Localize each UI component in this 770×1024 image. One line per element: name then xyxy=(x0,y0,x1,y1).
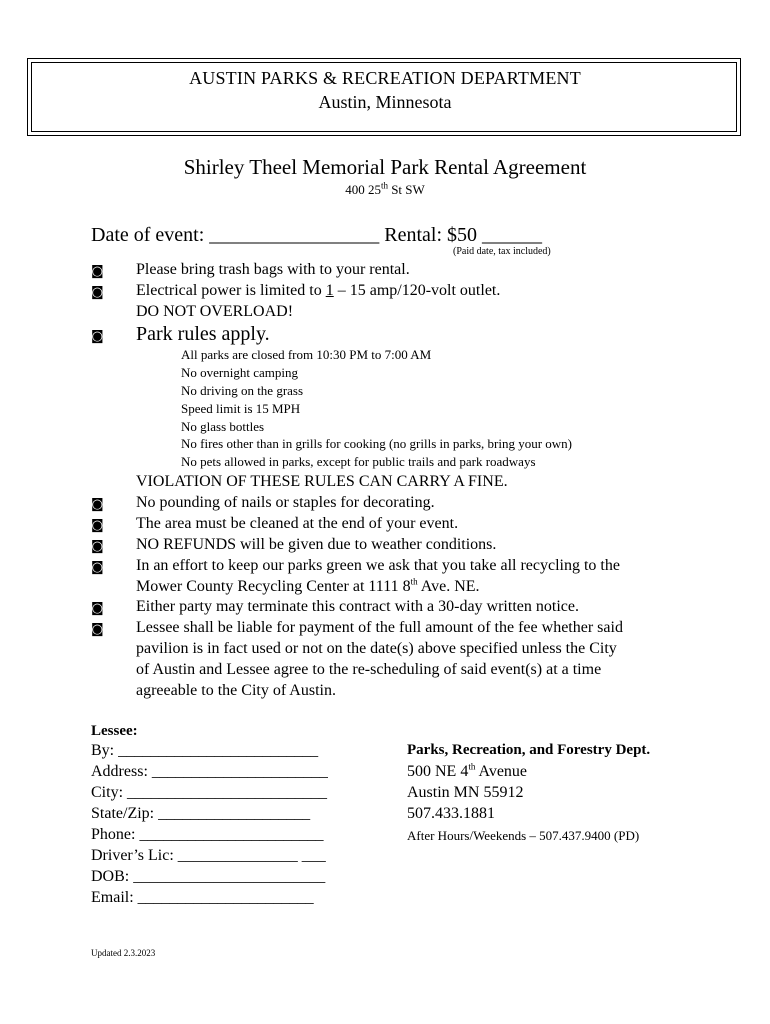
rule-item: No glass bottles xyxy=(181,419,265,434)
page-title: Shirley Theel Memorial Park Rental Agreement xyxy=(183,155,587,179)
item-nails: No pounding of nails or staples for decorating. xyxy=(136,494,435,511)
rule-item: No fires other than in grills for cooking (no grills in parks, bring your own) xyxy=(181,436,573,451)
dept-phone: 507.433.1881 xyxy=(407,805,495,822)
item-liable-cont: pavilion is in fact used or not on the date(s) above specified unless the City xyxy=(136,640,617,657)
lessee-by-field[interactable]: By: _________________________ xyxy=(91,742,319,759)
department-city: Austin, Minnesota xyxy=(318,92,452,112)
park-address: 400 25th St SW xyxy=(345,180,425,197)
dept-after-hours: After Hours/Weekends – 507.437.9400 (PD) xyxy=(407,828,640,843)
rule-item: No pets allowed in parks, except for public trails and park roadways xyxy=(181,454,536,469)
lessee-city-field[interactable]: City: _________________________ xyxy=(91,784,328,801)
item-overload: DO NOT OVERLOAD! xyxy=(136,303,294,320)
lessee-license-field[interactable]: Driver’s Lic: _______________ ___ xyxy=(91,847,326,864)
item-liable: Lessee shall be liable for payment of the full amount of the fee whether said xyxy=(136,619,623,636)
item-power: Electrical power is limited to 1 – 15 amp/120-volt outlet. xyxy=(136,282,501,299)
lessee-email-field[interactable]: Email: ______________________ xyxy=(91,889,314,906)
item-liable-cont: agreeable to the City of Austin. xyxy=(136,682,336,699)
item-terminate: Either party may terminate this contract with a 30-day written notice. xyxy=(136,598,579,615)
item-refunds: NO REFUNDS will be given due to weather conditions. xyxy=(136,536,497,553)
rule-item: All parks are closed from 10:30 PM to 7:00 AM xyxy=(181,347,432,362)
date-rental-line[interactable]: Date of event: _________________ Rental: $50 ______ xyxy=(91,224,543,246)
lessee-address-field[interactable]: Address: ______________________ xyxy=(91,763,328,780)
paid-note: (Paid date, tax included) xyxy=(453,246,551,257)
dept-name: Parks, Recreation, and Forestry Dept. xyxy=(407,742,651,758)
bullet-icon xyxy=(91,284,107,300)
bullet-icon xyxy=(91,621,107,637)
dept-citystate: Austin MN 55912 xyxy=(407,784,524,801)
item-clean: The area must be cleaned at the end of your event. xyxy=(136,515,459,532)
rule-item: No overnight camping xyxy=(181,365,298,380)
item-recycle: In an effort to keep our parks green we ask that you take all recycling to the xyxy=(136,557,620,574)
bullet-icon xyxy=(91,263,107,279)
department-name: AUSTIN PARKS & RECREATION DEPARTMENT xyxy=(189,68,581,88)
bullet-icon xyxy=(91,517,107,533)
updated-date: Updated 2.3.2023 xyxy=(91,948,156,958)
item-park-rules: Park rules apply. xyxy=(136,323,270,345)
bullet-icon xyxy=(91,559,107,575)
lessee-dob-field[interactable]: DOB: ________________________ xyxy=(91,868,326,885)
bullet-icon xyxy=(91,328,107,344)
bullet-icon xyxy=(91,538,107,554)
rule-item: No driving on the grass xyxy=(181,383,304,398)
lessee-statezip-field[interactable]: State/Zip: ___________________ xyxy=(91,805,311,822)
rule-item: Speed limit is 15 MPH xyxy=(181,401,301,416)
lessee-phone-field[interactable]: Phone: _______________________ xyxy=(91,826,324,843)
dept-street: 500 NE 4th Avenue xyxy=(407,761,528,780)
item-liable-cont: of Austin and Lessee agree to the re-scheduling of said event(s) at a time xyxy=(136,661,602,678)
item-recycle-cont: Mower County Recycling Center at 1111 8th Ave. NE. xyxy=(136,576,480,595)
bullet-icon xyxy=(91,496,107,512)
violation-notice: VIOLATION OF THESE RULES CAN CARRY A FINE. xyxy=(136,473,508,490)
lessee-heading: Lessee: xyxy=(91,723,138,739)
bullet-icon xyxy=(91,600,107,616)
item-trash: Please bring trash bags with to your rental. xyxy=(136,261,410,278)
